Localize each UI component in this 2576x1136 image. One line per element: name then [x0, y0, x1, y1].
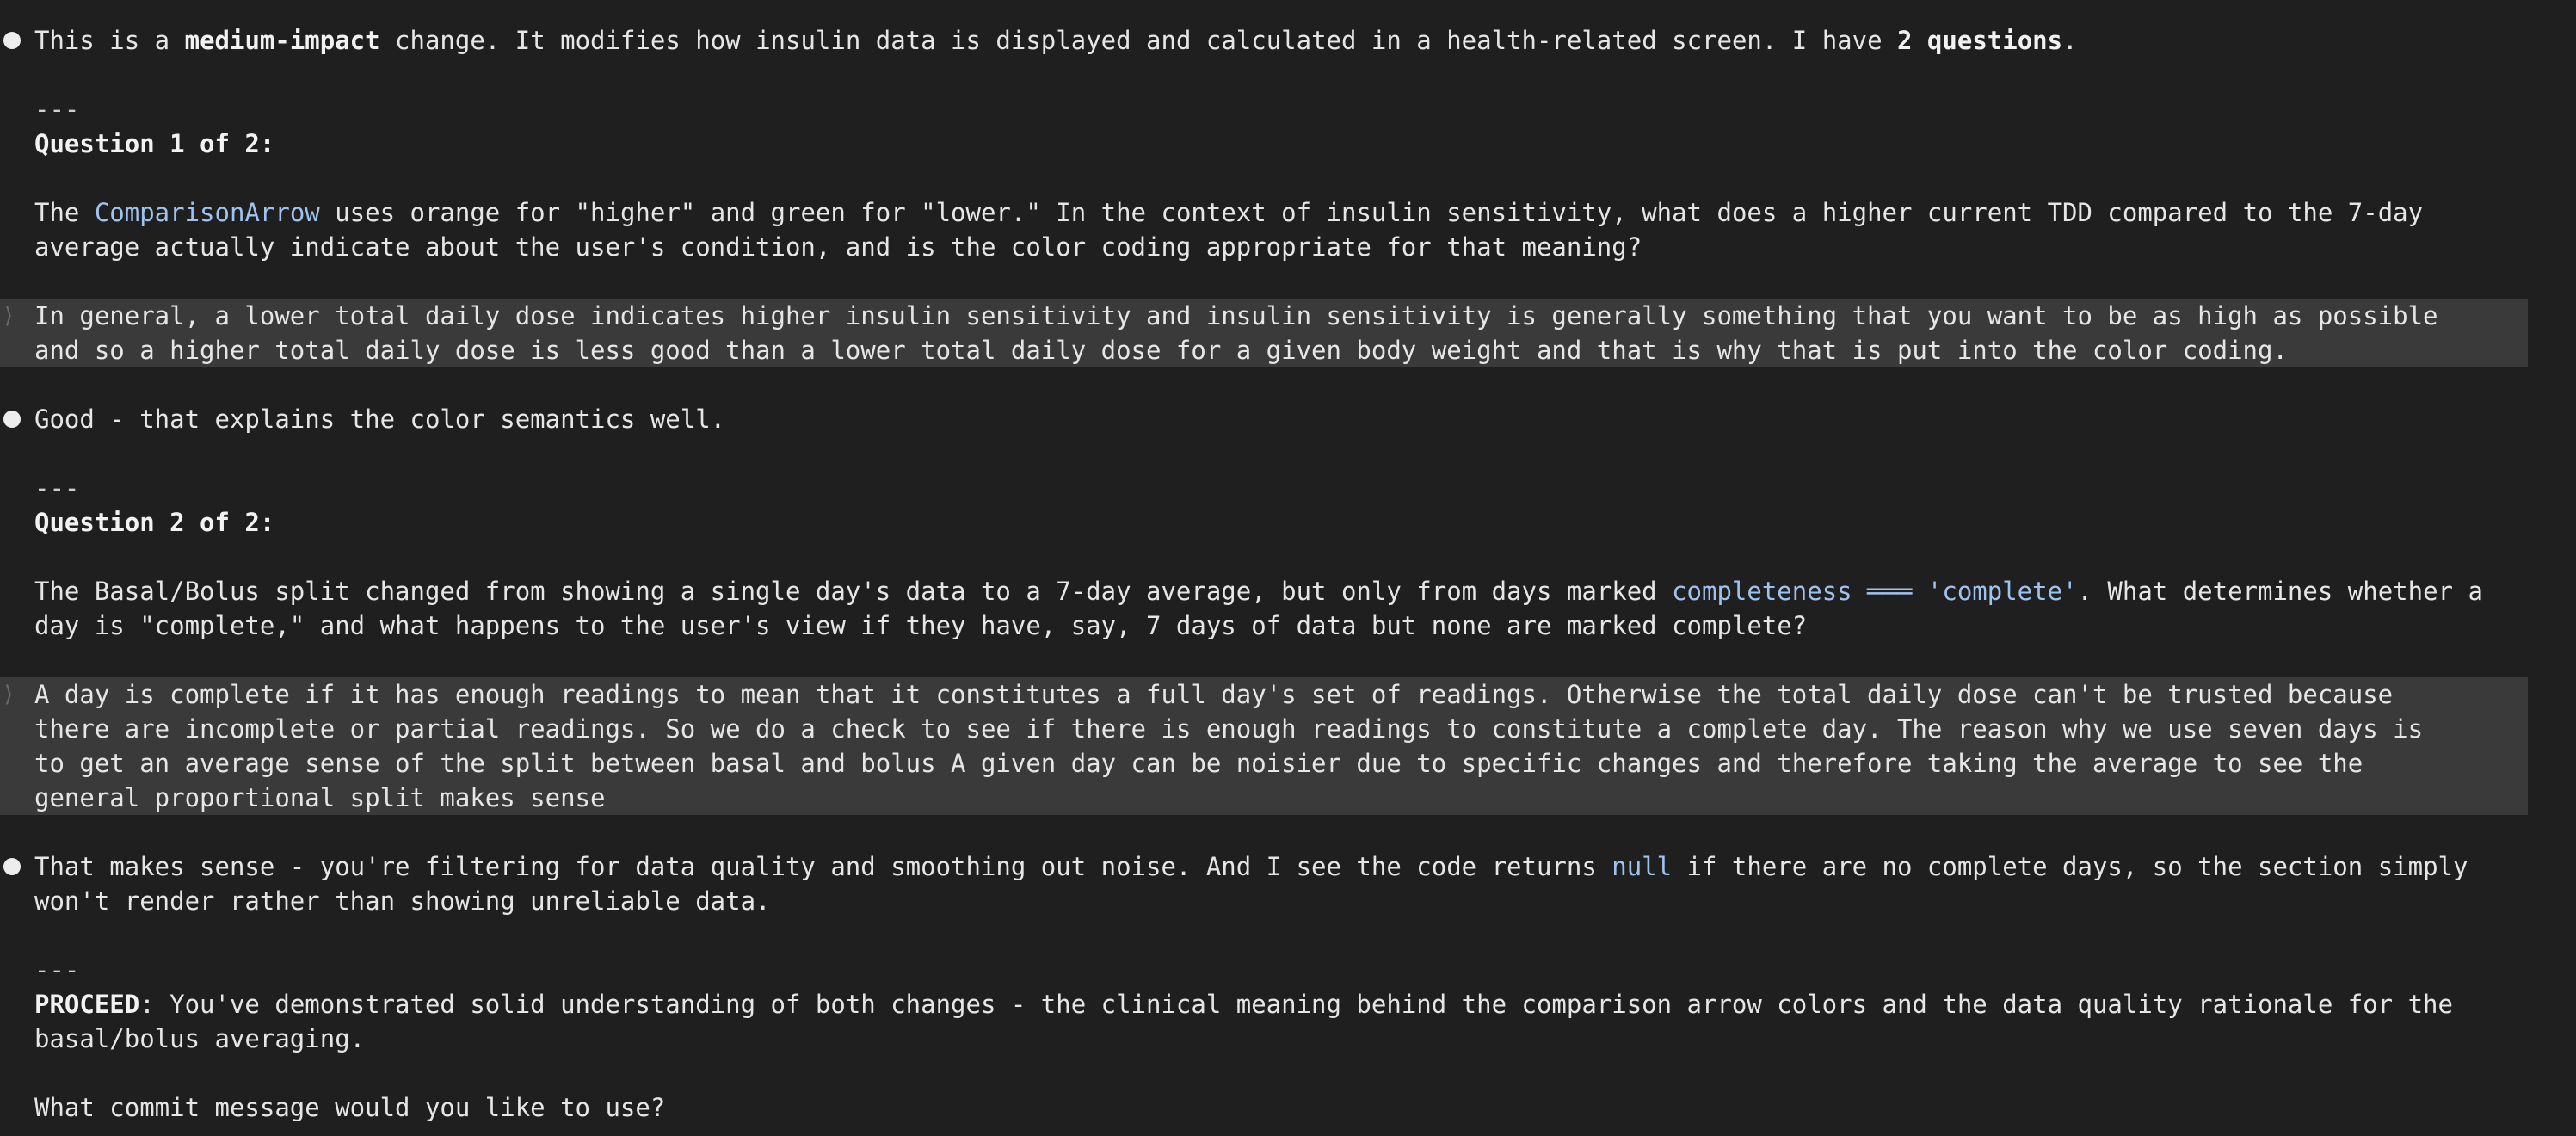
text-span: The [34, 198, 95, 227]
text-span: The Basal/Bolus split changed from showing a single day's data to a 7-day average, but only from days marked [34, 577, 1673, 606]
text-span: This is a [34, 26, 185, 55]
text-span: That makes sense - you're filtering for data quality and smoothing out noise. And I see the code returns [34, 852, 1612, 881]
text-span: . [2062, 26, 2078, 55]
proceed-label: PROCEED [34, 990, 140, 1019]
assistant-message-1 [34, 23, 2528, 58]
closing-question: What commit message would you like to use? [34, 1093, 666, 1122]
impact-label: medium-impact [184, 26, 380, 55]
assistant-bullet-icon [3, 32, 21, 49]
proceed-line-1 [34, 987, 2528, 1022]
separator-rule: --- [34, 95, 80, 124]
text-span: : You've demonstrated solid understanding of both changes - the clinical meaning behind the comparison arrow colors and the data quality rationale for the [139, 990, 2453, 1019]
question-1-line-2: average actually indicate about the user's condition, and is the color coding appropriate for that meaning? [34, 232, 1642, 262]
proceed-line-2: basal/bolus averaging. [34, 1024, 366, 1053]
chevron-right-icon: ⟩ [2, 303, 15, 329]
user-message-2-line-4: general proportional split makes sense [34, 783, 606, 812]
text-span: if there are no complete days, so the section simply [1672, 852, 2468, 881]
user-message-2-line-3: to get an average sense of the split between basal and bolus A given day can be noisier due to specific changes and therefore taking the average to see the [34, 749, 2363, 778]
question-2-header: Question 2 of 2: [34, 508, 275, 537]
text-span: change. It modifies how insulin data is displayed and calculated in a health-related screen. I have [379, 26, 1898, 55]
code-span: completeness ═══ 'complete' [1672, 577, 2078, 606]
assistant-message-2: Good - that explains the color semantics well. [34, 404, 726, 434]
user-message-2-line-1: A day is complete if it has enough readings to mean that it constitutes a full day's set of readings. Otherwise the total daily dose can't be trusted because [34, 680, 2394, 709]
user-message-2-line-2: there are incomplete or partial readings. So we do a check to see if there is enough readings to constitute a complete day. The reason why we use seven days is [34, 714, 2424, 744]
text-span: . What determines whether a [2077, 577, 2483, 606]
assistant-message-3-line-2: won't render rather than showing unreliable data. [34, 886, 771, 916]
question-1-header: Question 1 of 2: [34, 129, 275, 158]
separator-rule: --- [34, 473, 80, 503]
question-count: 2 questions [1897, 26, 2063, 55]
code-span: ComparisonArrow [94, 198, 320, 227]
question-2-line-2: day is "complete," and what happens to the user's view if they have, say, 7 days of data but none are marked complete? [34, 611, 1808, 640]
code-span: null [1612, 852, 1673, 881]
question-1-line-1 [34, 195, 2528, 230]
assistant-bullet-icon [3, 858, 21, 875]
user-message-1-line-1: In general, a lower total daily dose indicates higher insulin sensitivity and insulin sensitivity is generally something that you want to be as high as possible [34, 301, 2438, 330]
separator-rule: --- [34, 955, 80, 985]
user-message-1-line-2: and so a higher total daily dose is less good than a lower total daily dose for a given body weight and that is why that is put into the color coding. [34, 336, 2288, 365]
text-span: uses orange for "higher" and green for "lower." In the context of insulin sensitivity, what does a higher current TDD compared to the 7-day [319, 198, 2424, 227]
assistant-bullet-icon [3, 411, 21, 428]
assistant-message-3-line-1 [34, 849, 2528, 884]
question-2-line-1 [34, 574, 2528, 608]
chevron-right-icon: ⟩ [2, 682, 15, 707]
